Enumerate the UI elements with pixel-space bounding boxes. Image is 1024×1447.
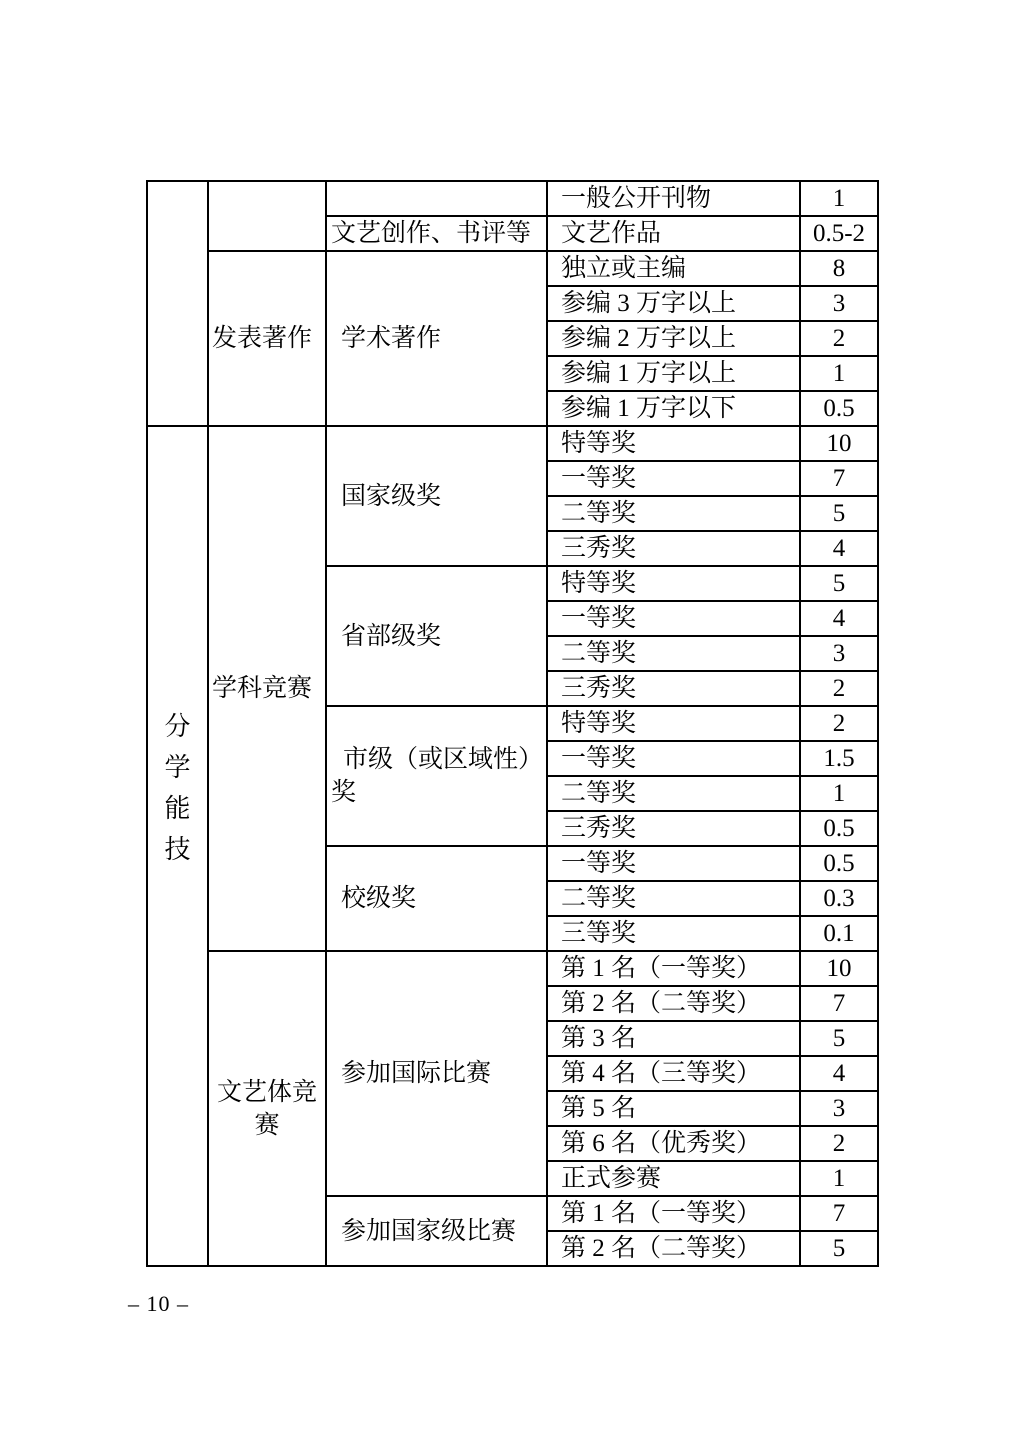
item-cell: 一等奖 — [547, 461, 800, 496]
subcategory-cell-empty — [326, 181, 547, 216]
item-cell: 特等奖 — [547, 706, 800, 741]
score-cell: 1 — [800, 1161, 878, 1196]
item-cell: 一般公开刊物 — [547, 181, 800, 216]
subcategory-span-cell: 校级奖 — [326, 846, 547, 951]
score-cell: 4 — [800, 601, 878, 636]
item-cell: 第 3 名 — [547, 1021, 800, 1056]
item-cell: 第 2 名（二等奖） — [547, 1231, 800, 1266]
category-span-cell: 文艺体竞赛 — [208, 951, 326, 1266]
score-cell: 8 — [800, 251, 878, 286]
item-cell: 三秀奖 — [547, 671, 800, 706]
subcategory-span-cell: 学术著作 — [326, 251, 547, 426]
subcategory-span-cell: 参加国际比赛 — [326, 951, 547, 1196]
item-cell: 一等奖 — [547, 741, 800, 776]
item-cell: 三秀奖 — [547, 811, 800, 846]
score-cell: 4 — [800, 1056, 878, 1091]
score-cell: 5 — [800, 1021, 878, 1056]
score-cell: 0.5-2 — [800, 216, 878, 251]
category-span-cell: 发表著作 — [208, 251, 326, 426]
score-cell: 0.5 — [800, 811, 878, 846]
subcategory-span-cell: 市级（或区域性）奖 — [326, 706, 547, 846]
score-cell: 2 — [800, 706, 878, 741]
item-cell: 第 5 名 — [547, 1091, 800, 1126]
score-cell: 2 — [800, 1126, 878, 1161]
item-cell: 二等奖 — [547, 496, 800, 531]
subcategory-span-cell: 参加国家级比赛 — [326, 1196, 547, 1266]
score-cell: 4 — [800, 531, 878, 566]
item-cell: 第 2 名（二等奖） — [547, 986, 800, 1021]
item-cell: 二等奖 — [547, 636, 800, 671]
score-cell: 10 — [800, 951, 878, 986]
score-cell: 7 — [800, 1196, 878, 1231]
score-cell: 3 — [800, 286, 878, 321]
table-row — [147, 181, 878, 216]
item-cell: 三秀奖 — [547, 531, 800, 566]
item-cell: 三等奖 — [547, 916, 800, 951]
item-cell: 第 1 名（一等奖） — [547, 951, 800, 986]
score-cell: 1 — [800, 356, 878, 391]
score-cell: 1 — [800, 181, 878, 216]
score-cell: 3 — [800, 636, 878, 671]
table-row — [147, 426, 878, 461]
score-cell: 0.1 — [800, 916, 878, 951]
item-cell: 参编 1 万字以上 — [547, 356, 800, 391]
item-cell: 二等奖 — [547, 881, 800, 916]
score-table — [146, 180, 879, 1267]
page-number: – 10 – — [128, 1291, 189, 1316]
score-cell: 0.5 — [800, 846, 878, 881]
item-cell: 第 1 名（一等奖） — [547, 1196, 800, 1231]
item-cell: 第 4 名（三等奖） — [547, 1056, 800, 1091]
item-cell: 文艺作品 — [547, 216, 800, 251]
score-cell: 7 — [800, 461, 878, 496]
item-cell: 一等奖 — [547, 846, 800, 881]
subcategory-cell: 文艺创作、书评等 — [326, 216, 547, 251]
score-cell: 1 — [800, 776, 878, 811]
score-cell: 7 — [800, 986, 878, 1021]
subcategory-span-cell: 国家级奖 — [326, 426, 547, 566]
score-cell: 2 — [800, 671, 878, 706]
category-span-cell: 学科竞赛 — [208, 426, 326, 951]
score-cell: 5 — [800, 496, 878, 531]
score-cell: 3 — [800, 1091, 878, 1126]
item-cell: 参编 1 万字以下 — [547, 391, 800, 426]
score-cell: 10 — [800, 426, 878, 461]
item-cell: 正式参赛 — [547, 1161, 800, 1196]
score-cell: 5 — [800, 1231, 878, 1266]
item-cell: 独立或主编 — [547, 251, 800, 286]
group-label-vertical: 分学能技 — [164, 712, 191, 864]
item-cell: 特等奖 — [547, 566, 800, 601]
group-span-cell-empty — [147, 181, 208, 426]
group-span-cell — [147, 426, 208, 1266]
score-cell: 1.5 — [800, 741, 878, 776]
score-cell: 5 — [800, 566, 878, 601]
table-row — [147, 951, 878, 986]
item-cell: 二等奖 — [547, 776, 800, 811]
table-row — [147, 251, 878, 286]
category-span-cell-empty — [208, 181, 326, 251]
item-cell: 第 6 名（优秀奖） — [547, 1126, 800, 1161]
score-cell: 2 — [800, 321, 878, 356]
item-cell: 一等奖 — [547, 601, 800, 636]
score-cell: 0.5 — [800, 391, 878, 426]
subcategory-span-cell: 省部级奖 — [326, 566, 547, 706]
score-cell: 0.3 — [800, 881, 878, 916]
item-cell: 特等奖 — [547, 426, 800, 461]
item-cell: 参编 3 万字以上 — [547, 286, 800, 321]
item-cell: 参编 2 万字以上 — [547, 321, 800, 356]
